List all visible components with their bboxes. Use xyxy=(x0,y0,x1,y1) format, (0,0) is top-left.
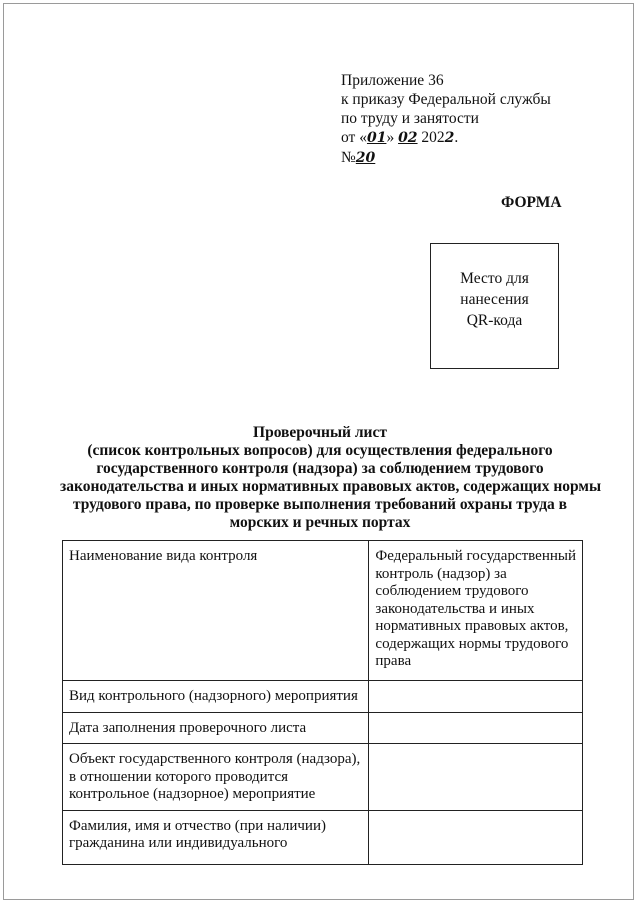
table-cell-label: Наименование вида контроля xyxy=(63,541,369,681)
table-cell-label: Фамилия, имя и отчество (при наличии) гражданина или индивидуального xyxy=(63,810,369,864)
table-row xyxy=(63,744,583,811)
table-row xyxy=(63,681,583,713)
title-line: законодательства и иных нормативных правовых актов, содержащих нормы xyxy=(60,478,602,495)
table-cell-label: Дата заполнения проверочного листа xyxy=(63,712,369,744)
table-cell-value xyxy=(369,810,583,864)
order-date-day: 01 xyxy=(366,130,387,146)
title-line: (список контрольных вопросов) для осуществления федерального xyxy=(87,442,553,459)
qr-line-3: QR-кода xyxy=(466,312,523,329)
table-cell-label: Вид контрольного (надзорного) мероприятия xyxy=(63,681,369,713)
table-cell-value xyxy=(369,744,583,811)
qr-code-placeholder xyxy=(430,243,559,369)
order-number: №20 xyxy=(341,149,376,166)
title-line: государственного контроля (надзора) за соблюдением трудового xyxy=(96,460,544,477)
table-row xyxy=(63,541,583,681)
qr-line-1: Место для xyxy=(460,270,529,287)
form-label: ФОРМА xyxy=(501,194,562,211)
table-row xyxy=(63,810,583,864)
order-date: от «01» 02 2022. xyxy=(341,129,459,146)
control-info-table xyxy=(62,540,583,865)
table-cell-value: Федеральный государственный контроль (надзор) за соблюдением трудового законодательства и иных нормативных правовых актов, содержащих нормы трудового права xyxy=(369,541,583,681)
appendix-line-3: по труду и занятости xyxy=(341,110,479,127)
appendix-line-1: Приложение 36 xyxy=(341,72,444,89)
title-line: трудового права, по проверке выполнения требований охраны труда в xyxy=(72,496,568,513)
document-title xyxy=(60,424,602,532)
title-line: морских и речных портах xyxy=(229,514,411,531)
table-row xyxy=(63,712,583,744)
order-date-month: 02 xyxy=(398,130,418,146)
table-cell-value xyxy=(369,681,583,713)
table-cell-value xyxy=(369,712,583,744)
title-line: Проверочный лист xyxy=(253,424,387,441)
appendix-block xyxy=(341,71,551,168)
order-date-year: 2 xyxy=(444,130,455,146)
order-number-value: 20 xyxy=(355,150,376,166)
qr-line-2: нанесения xyxy=(460,291,529,308)
table-cell-label: Объект государственного контроля (надзора), в отношении которого проводится контрольное (надзорное) мероприятие xyxy=(63,744,369,811)
appendix-line-2: к приказу Федеральной службы xyxy=(341,91,551,108)
